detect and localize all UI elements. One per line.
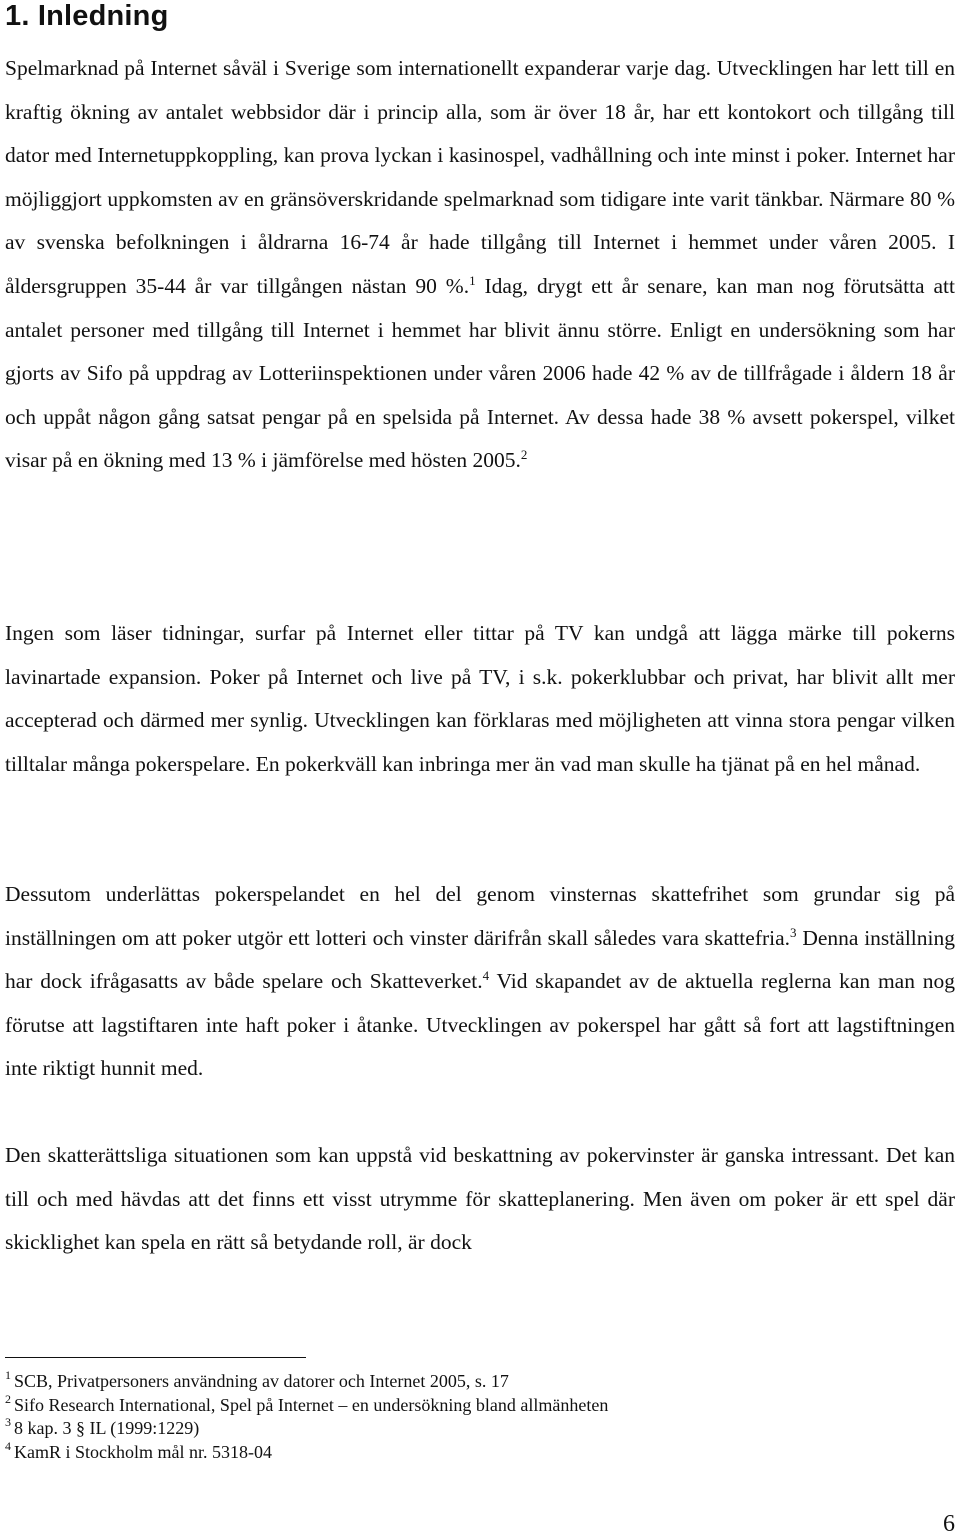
paragraph-text: Den skatterättsliga situationen som kan uppstå vid beskattning av pokervinster är ganska intressant. Det kan till och med hävdas att det finns ett visst utrymme för skatteplanering. Men även om poker är ett spel där skicklighet kan spela en rätt så betydande roll, är dock — [5, 1143, 955, 1255]
paragraph-text: Spelmarknad på Internet såväl i Sverige som internationellt expanderar varje dag. Utvecklingen har lett till en kraftig ökning av antalet webbsidor där i princip alla, som är över 18 år, har ett kontokort och tillgång till dator med Internetuppkoppling, kan prova lyckan i kasinospel, vadhållning och inte minst i poker. Internet har möjliggjort uppkomsten av en gränsöverskridande spelmarknad som tidigare inte varit tänkbar. Närmare 80 % av svenska befolkningen i åldrarna 16-74 år hade tillgång till Internet i hemmet under våren 2005. I åldersgruppen 35-44 år var tillgången nästan 90 %. — [5, 56, 955, 298]
footnote-ref-3[interactable]: 3 — [790, 924, 797, 940]
paragraph-text: Dessutom underlättas pokerspelandet en hel del genom vinsternas skattefrihet som grundar sig på inställningen om att poker utgör ett lotteri och vinster därifrån skall således vara skattefria. — [5, 882, 955, 950]
footnote-text: Sifo Research International, Spel på Internet – en undersökning bland allmänheten — [14, 1394, 609, 1415]
body-paragraph-1 — [5, 47, 955, 483]
body-paragraph-2 — [5, 612, 955, 786]
page-number: 6 — [943, 1511, 955, 1537]
footnote-ref-2[interactable]: 2 — [520, 447, 528, 463]
paragraph-text: Vid skapandet av de aktuella reglerna kan man nog förutse att lagstiftaren inte haft poker i åtanke. Utvecklingen av pokerspel har gått så fort att lagstiftningen inte riktigt hunnit med. — [5, 969, 955, 1081]
paragraph-text: Ingen som läser tidningar, surfar på Internet eller tittar på TV kan undgå att lägga märke till pokerns lavinartade expansion. Poker på Internet och live på TV, i s.k. pokerklubbar och privat, har blivit allt mer accepterad och därmed mer synlig. Utvecklingen kan förklaras med möjligheten att vinna stora pengar vilken tilltalar många pokerspelare. En pokerkväll kan inbringa mer än vad man skulle ha tjänat på en hel månad. — [5, 621, 955, 776]
footnote-marker: 4 — [5, 1438, 11, 1453]
footnotes-list — [5, 1370, 905, 1464]
footnote-ref-4[interactable]: 4 — [482, 968, 490, 984]
footnote-item — [5, 1391, 905, 1418]
footnote-marker: 1 — [5, 1368, 11, 1382]
footnote-item — [5, 1438, 905, 1465]
footnote-divider — [5, 1357, 306, 1358]
paragraph-text: Denna inställning har dock ifrågasatts av både spelare och Skatteverket. — [5, 925, 955, 994]
footnote-marker: 3 — [5, 1415, 11, 1429]
footnote-marker: 2 — [5, 1391, 11, 1406]
footnote-text: KamR i Stockholm mål nr. 5318-04 — [14, 1441, 272, 1462]
footnote-text: SCB, Privatpersoners användning av datorer och Internet 2005, s. 17 — [14, 1371, 509, 1391]
footnote-item — [5, 1417, 905, 1441]
footnote-text: 8 kap. 3 § IL (1999:1229) — [14, 1418, 200, 1438]
paragraph-text: Idag, drygt ett år senare, kan man nog förutsätta att antalet personer med tillgång till Internet i hemmet har blivit ännu större. Enligt en undersökning som har gjorts av Sifo på uppdrag av Lotteriinspektionen under våren 2006 hade 42 % av de tillfrågade i åldern 18 år och uppåt någon gång satsat pengar på en spelsida på Internet. Av dessa hade 38 % avsett pokerspel, vilket visar på en ökning med 13 % i jämförelse med hösten 2005. — [5, 273, 955, 473]
footnote-ref-1[interactable]: 1 — [469, 272, 476, 288]
footnote-item — [5, 1370, 905, 1394]
body-paragraph-3 — [5, 873, 955, 1091]
section-heading: 1. Inledning — [5, 0, 169, 32]
body-paragraph-4 — [5, 1134, 955, 1265]
